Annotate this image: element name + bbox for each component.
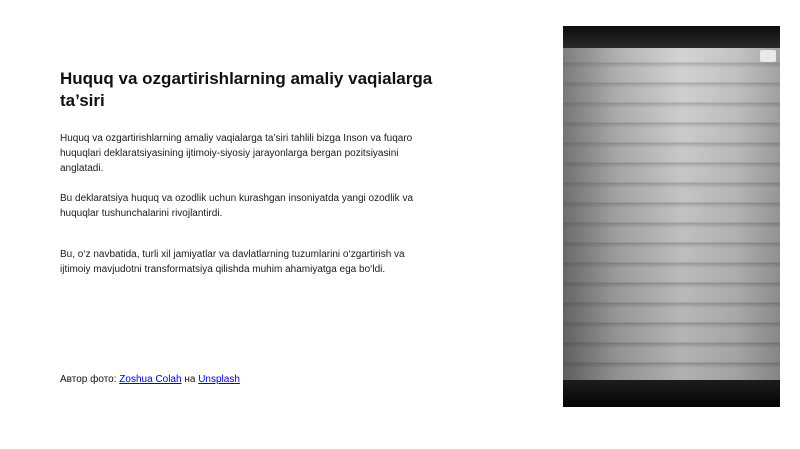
credit-prefix: Автор фото: bbox=[60, 374, 120, 385]
paragraph-2: Bu deklaratsiya huquq va ozodlik uchun kurashgan insoniyatda yangi ozodlik va huquqlar tushunchalarini rivojlantirdi. bbox=[60, 193, 414, 219]
paragraph-3: Bu, o‘z navbatida, turli xil jamiyatlar va davlatlarning tuzumlarini o‘zgartirish va ijtimoiy mavjudotni transformatsiya qilishda muhim ahamiyatga ega bo‘ldi. bbox=[60, 249, 405, 275]
photo-bottom-band bbox=[563, 380, 780, 407]
paragraph-1: Huquq va ozgartirishlarning amaliy vaqialarga ta’siri tahlili bizga Inson va fuqaro huquqlari deklaratsiyasining ijtimoiy-siyosiy jarayonlarga bergan pozitsiyasini anglatadi. bbox=[60, 133, 413, 174]
credit-source-link[interactable]: Unsplash bbox=[198, 374, 240, 385]
photo-top-band bbox=[563, 26, 780, 48]
photo-credit bbox=[60, 374, 240, 385]
photo-shading bbox=[563, 48, 780, 380]
photo-corner-tag bbox=[760, 50, 776, 62]
credit-middle: на bbox=[181, 374, 199, 385]
slide-title: Huquq va ozgartirishlarning amaliy vaqialarga ta’siri bbox=[60, 69, 433, 110]
credit-author-link[interactable]: Zoshua Colah bbox=[119, 374, 182, 385]
inscription-photo bbox=[563, 26, 780, 407]
